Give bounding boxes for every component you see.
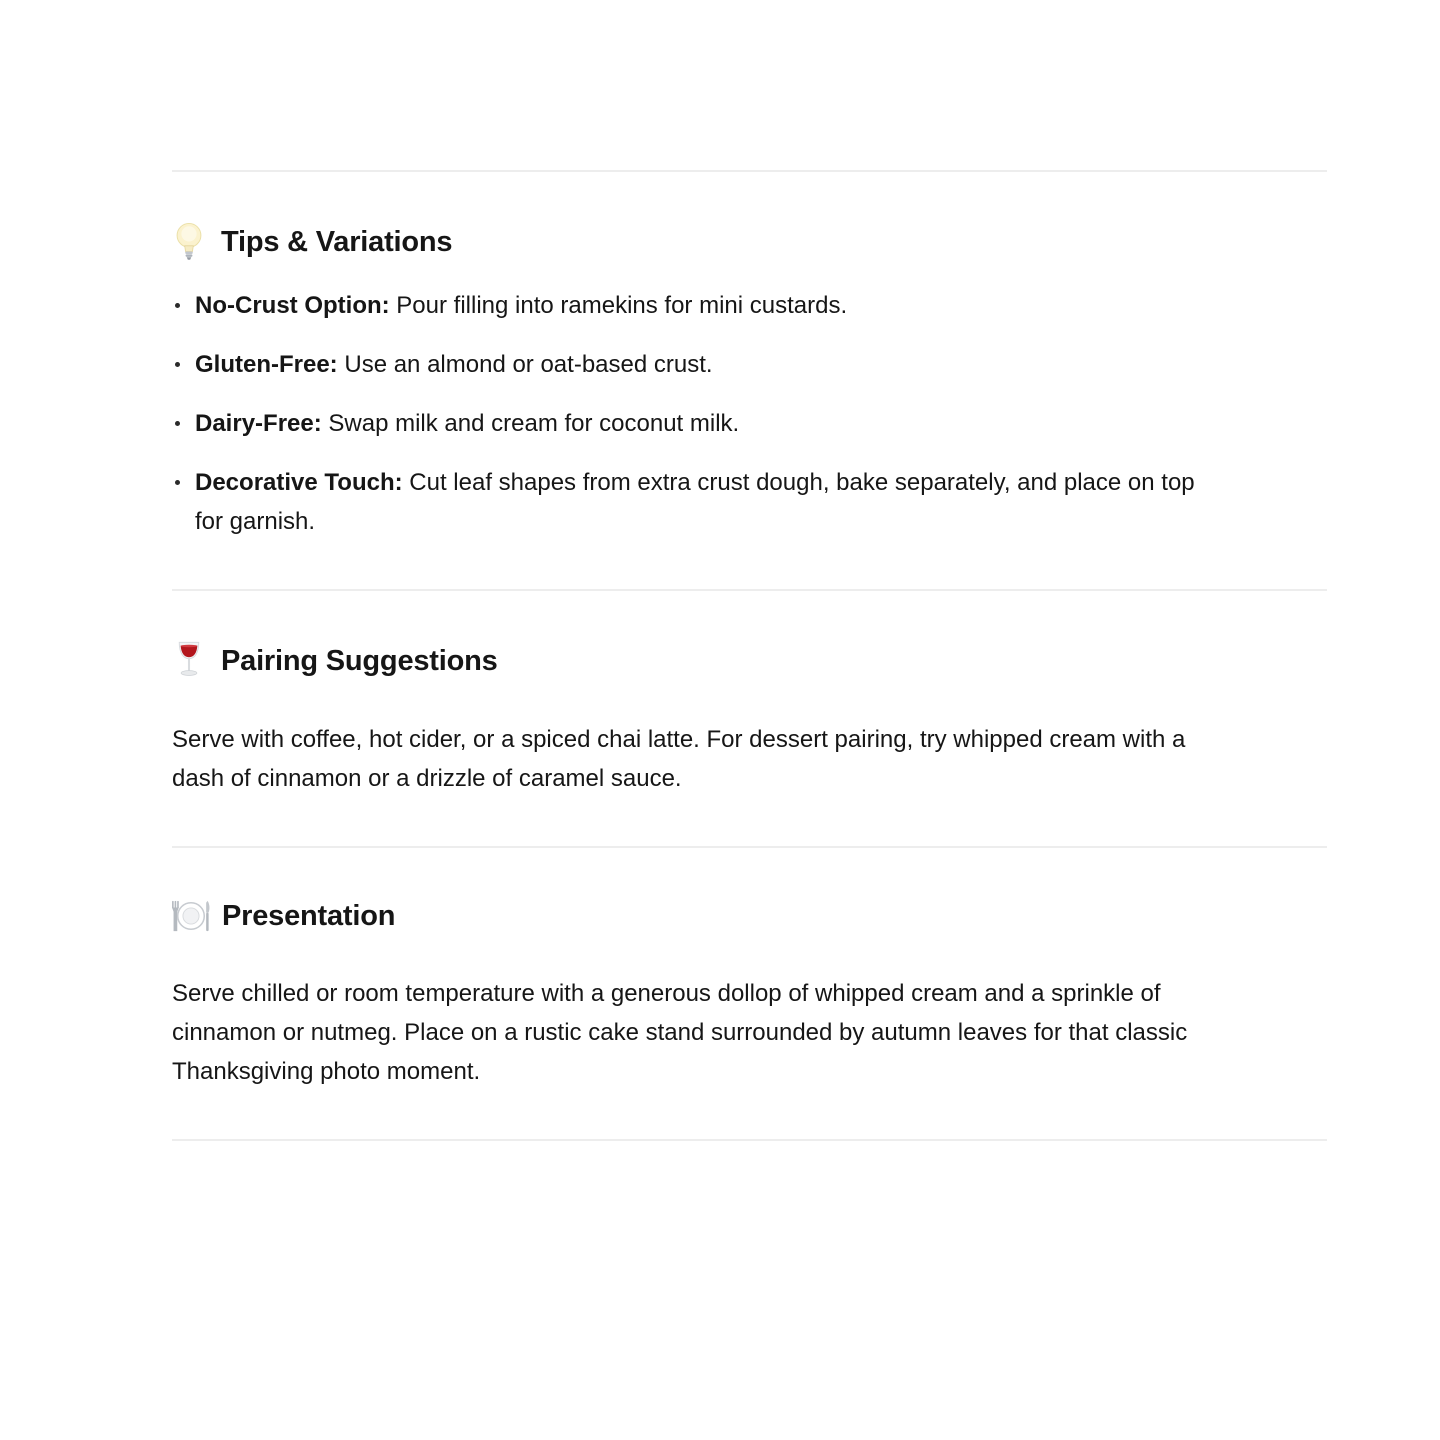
pairing-paragraph: Serve with coffee, hot cider, or a spiced chai latte. For dessert pairing, try whipped cream with a dash of cinnamon or a drizzle of caramel sauce. <box>172 726 1186 792</box>
bullet-icon <box>175 303 180 308</box>
section-title: Pairing Suggestions <box>221 644 498 677</box>
presentation-paragraph: Serve chilled or room temperature with a generous dollop of whipped cream and a sprinkle of cinnamon or nutmeg. Place on a rustic cake stand surrounded by autumn leaves for that classic Thanksgiving photo moment. <box>172 980 1188 1085</box>
bullet-icon <box>175 362 180 367</box>
bullet-icon <box>175 480 180 485</box>
section-heading-pairing-suggestions <box>172 641 1327 680</box>
list-item-label: Dairy-Free: <box>195 410 322 437</box>
list-item <box>172 463 1205 541</box>
list-item <box>172 404 1205 443</box>
section-title: Tips & Variations <box>221 226 453 258</box>
section-divider <box>172 589 1327 591</box>
list-item-text: Cut leaf shapes from extra crust dough, bake separately, and place on top for garnish. <box>195 469 1195 535</box>
section-divider <box>172 1139 1327 1141</box>
section-heading-presentation <box>172 898 1327 934</box>
list-item <box>172 286 1205 325</box>
list-item-label: No-Crust Option: <box>195 292 390 319</box>
list-item <box>172 345 1205 384</box>
section-divider <box>172 170 1327 172</box>
list-item-text: Swap milk and cream for coconut milk. <box>328 410 740 437</box>
top-spacer <box>172 0 1327 170</box>
list-item-text: Pour filling into ramekins for mini custards. <box>396 292 848 319</box>
document-page <box>172 0 1327 1141</box>
section-heading-tips-variations <box>172 222 1327 262</box>
fork-knife-plate-icon <box>168 898 213 934</box>
list-item-text: Use an almond or oat-based crust. <box>344 351 713 378</box>
bullet-icon <box>175 421 180 426</box>
tips-list <box>172 286 1327 541</box>
lightbulb-icon <box>172 222 206 262</box>
section-title: Presentation <box>222 900 396 932</box>
list-item-label: Decorative Touch: <box>195 469 403 496</box>
list-item-label: Gluten-Free: <box>195 351 338 378</box>
wine-glass-icon <box>172 641 206 680</box>
section-divider <box>172 846 1327 848</box>
